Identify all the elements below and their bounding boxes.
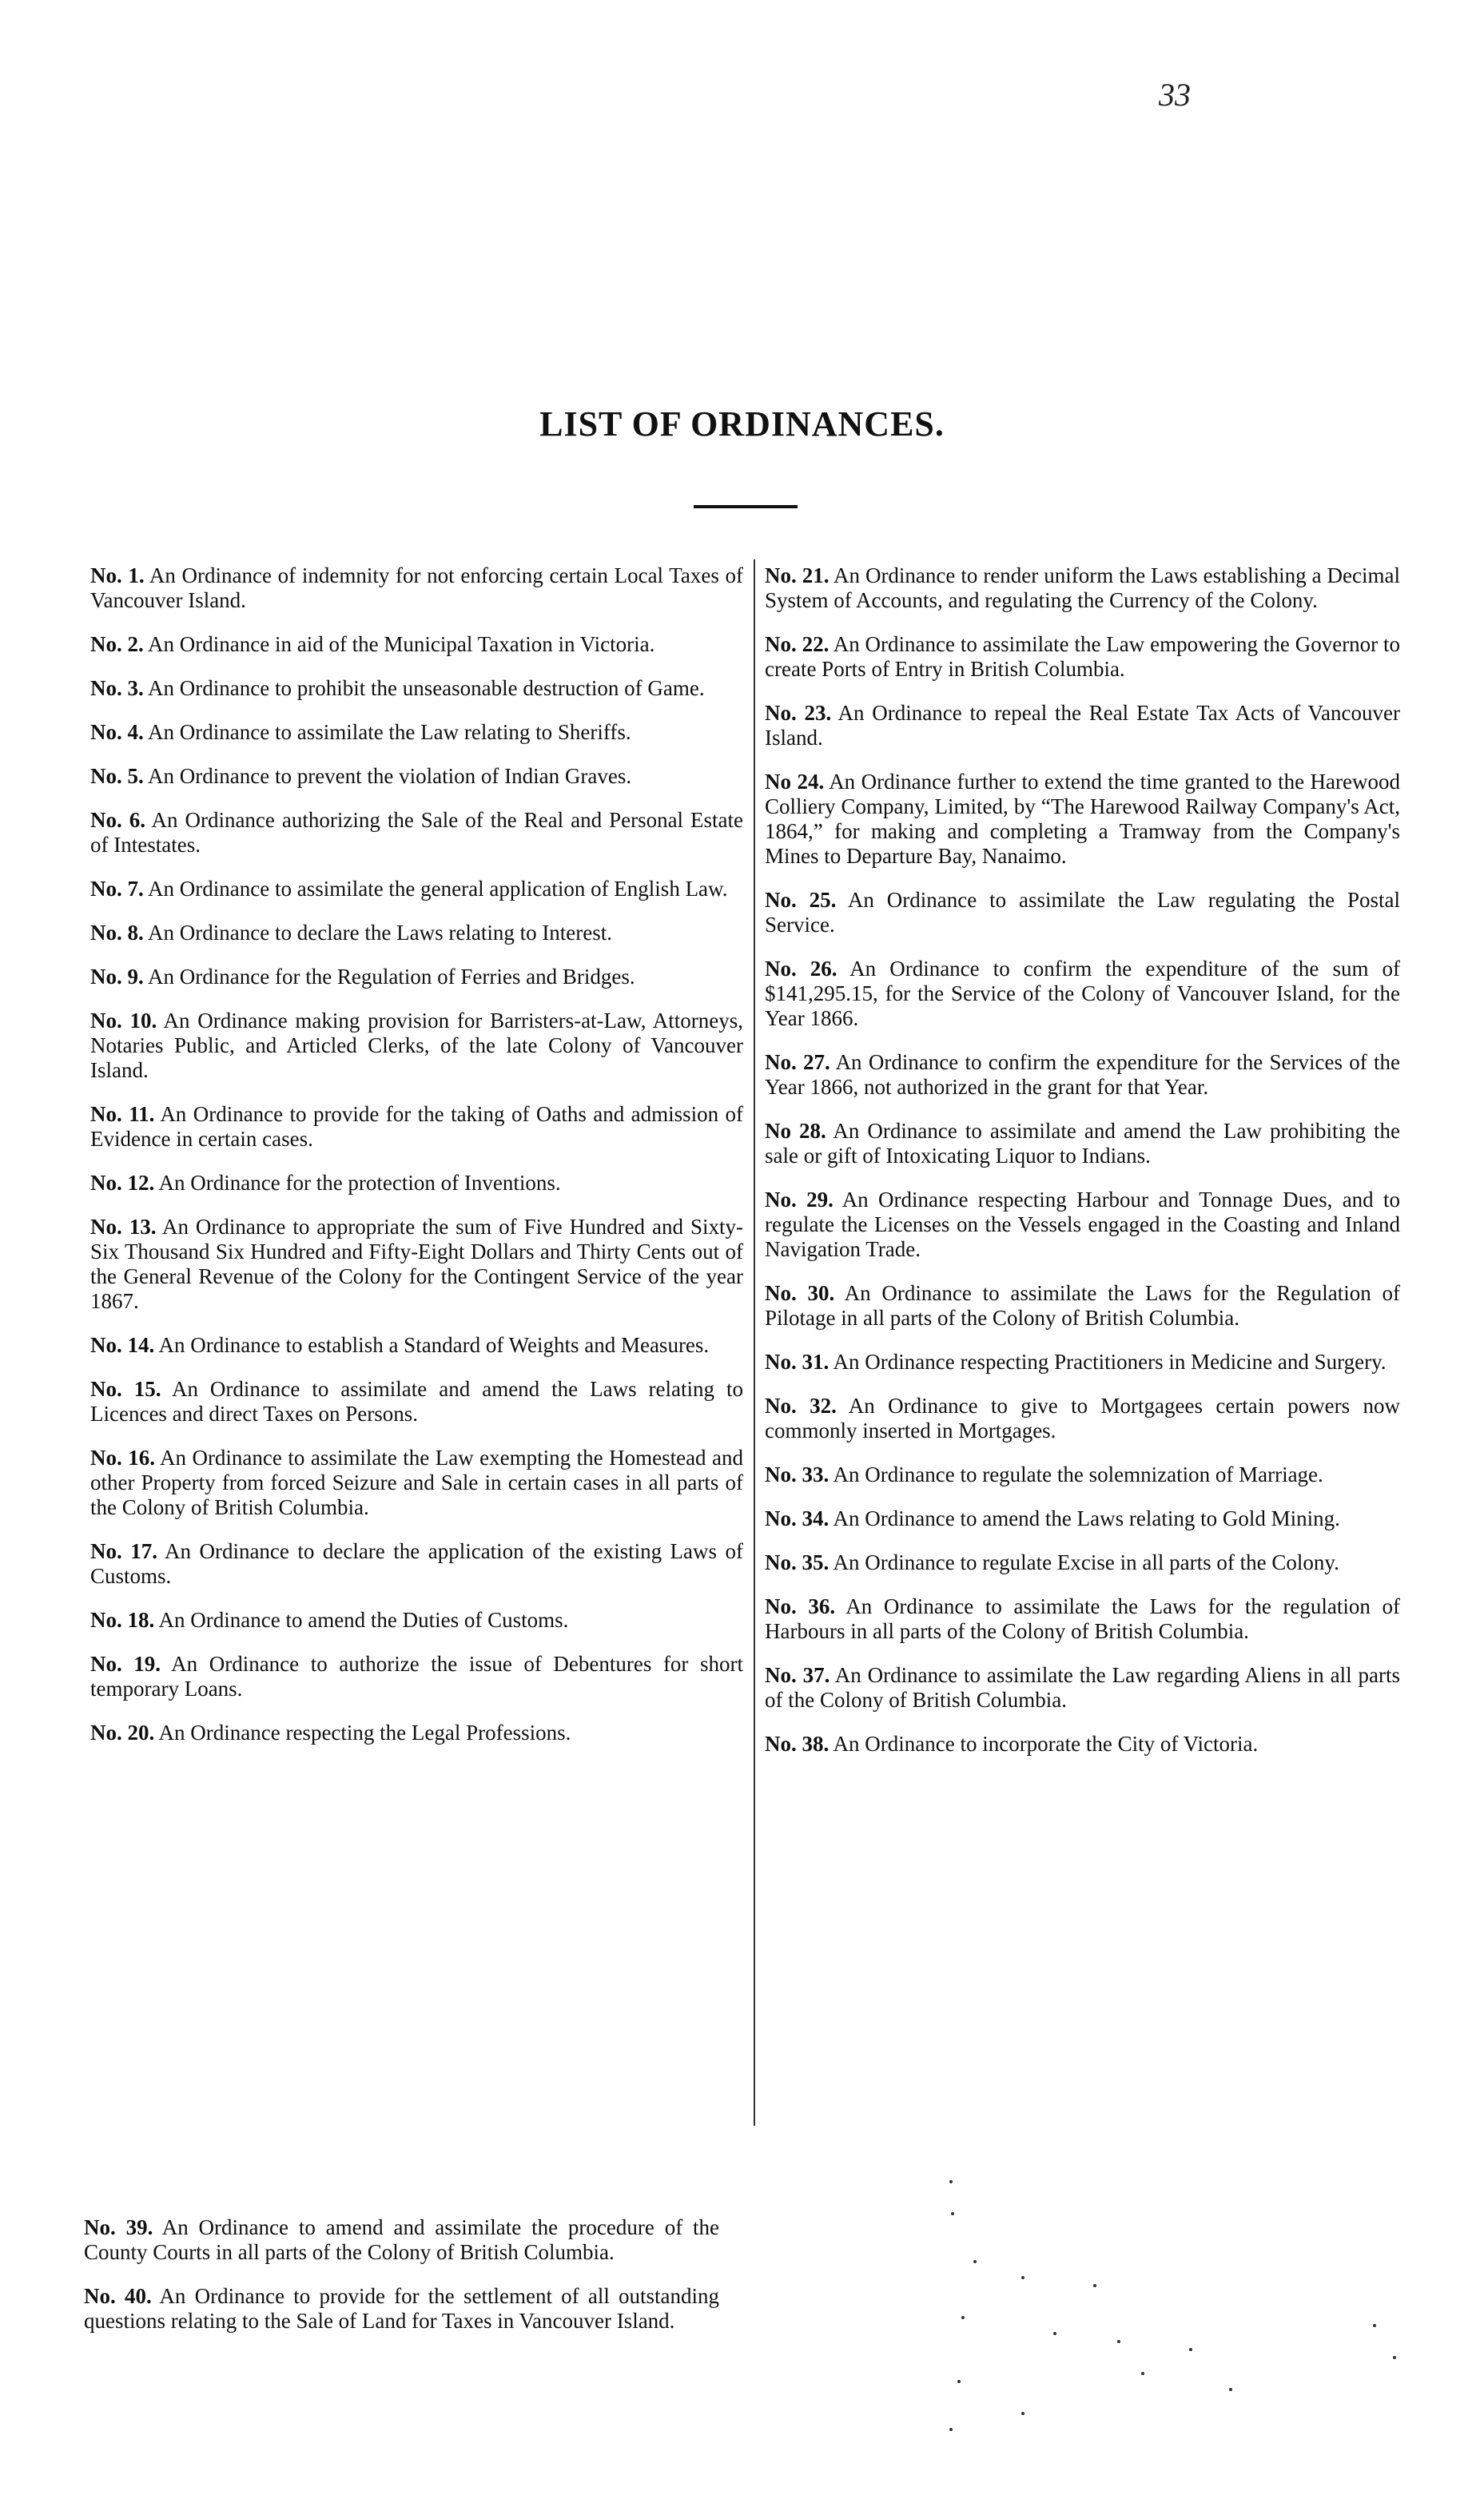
ordinance-text: An Ordinance for the Regulation of Ferries and Bridges. xyxy=(148,965,635,989)
ordinance-entry xyxy=(765,888,1400,937)
ordinance-entry xyxy=(90,1102,743,1152)
ordinance-number: No. 5. xyxy=(90,764,144,788)
ordinance-text: An Ordinance to assimilate the Law regulating the Postal Service. xyxy=(765,888,1401,937)
ordinance-text: An Ordinance to assimilate the Law regarding Aliens in all parts of the Colony of British Columbia. xyxy=(765,1663,1400,1712)
ordinance-entry xyxy=(765,1663,1400,1713)
ordinance-entry xyxy=(90,1446,743,1520)
ordinance-entry xyxy=(90,877,743,901)
ordinance-text: An Ordinance to assimilate the Law empowering the Governor to create Ports of Entry in British Columbia. xyxy=(765,632,1401,681)
ordinance-text: An Ordinance to give to Mortgagees certain powers now commonly inserted in Mortgages. xyxy=(765,1394,1401,1442)
ordinance-number: No. 21. xyxy=(765,563,830,587)
ordinance-number: No. 9. xyxy=(90,965,144,989)
ordinance-entry xyxy=(90,965,743,989)
ordinance-entry xyxy=(90,632,743,657)
ordinance-text: An Ordinance to authorize the issue of Debentures for short temporary Loans. xyxy=(90,1652,743,1701)
ordinance-text: An Ordinance to assimilate the general application of English Law. xyxy=(148,877,728,901)
ordinance-text: An Ordinance to assimilate the Laws for the Regulation of Pilotage in all parts of the Colony of British Columbia. xyxy=(765,1281,1401,1330)
ordinance-text: An Ordinance respecting Practitioners in Medicine and Surgery. xyxy=(833,1350,1387,1374)
ordinance-entry xyxy=(90,720,743,745)
ordinance-number: No. 30. xyxy=(765,1281,835,1305)
ordinance-text: An Ordinance to assimilate the Law relating to Sheriffs. xyxy=(148,720,631,744)
ordinance-text: An Ordinance to regulate the solemnization of Marriage. xyxy=(833,1462,1323,1486)
ordinance-entry xyxy=(765,1394,1400,1443)
ordinance-text: An Ordinance to prevent the violation of Indian Graves. xyxy=(148,764,632,788)
ordinance-entry xyxy=(90,1171,743,1196)
ordinance-entry xyxy=(765,1350,1400,1375)
ordinance-text: An Ordinance to provide for the settlement of all outstanding questions relating to the Sale of Land for Taxes in Vancouver Island. xyxy=(84,2284,720,2333)
ordinance-number: No. 36. xyxy=(765,1594,836,1618)
ordinance-text: An Ordinance to regulate Excise in all parts of the Colony. xyxy=(833,1550,1339,1574)
ordinance-number: No. 13. xyxy=(90,1215,157,1239)
ordinance-entry xyxy=(765,1506,1400,1531)
ordinance-text: An Ordinance for the protection of Inventions. xyxy=(158,1171,561,1195)
ordinance-number: No. 7. xyxy=(90,877,144,901)
ordinance-entry xyxy=(90,1539,743,1589)
ordinance-text: An Ordinance respecting the Legal Professions. xyxy=(158,1721,571,1745)
ordinance-text: An Ordinance to amend the Laws relating to Gold Mining. xyxy=(833,1506,1340,1530)
ordinance-entry xyxy=(765,1462,1400,1487)
ordinance-number: No. 33. xyxy=(765,1462,830,1486)
ordinance-number: No. 17. xyxy=(90,1539,157,1563)
ordinance-entry xyxy=(765,1281,1400,1331)
ordinance-number: No. 12. xyxy=(90,1171,155,1195)
ordinance-number: No. 19. xyxy=(90,1652,161,1676)
ordinance-text: An Ordinance to appropriate the sum of Five Hundred and Sixty-Six Thousand Six Hundred and Fifty-Eight Dollars and Thirty Cents out of the General Revenue of the Colony for the Contingent Service of the year 1867. xyxy=(90,1215,743,1313)
ordinance-text: An Ordinance in aid of the Municipal Taxation in Victoria. xyxy=(148,632,655,656)
ordinance-text: An Ordinance to assimilate and amend the Laws relating to Licences and direct Taxes on Persons. xyxy=(90,1377,743,1426)
ordinance-text: An Ordinance to assimilate and amend the Law prohibiting the sale or gift of Intoxicating Liquor to Indians. xyxy=(765,1119,1401,1168)
ordinance-text: An Ordinance to amend and assimilate the procedure of the County Courts in all parts of the Colony of British Columbia. xyxy=(84,2215,720,2264)
ordinance-entry xyxy=(765,957,1400,1031)
ordinance-text: An Ordinance to amend the Duties of Customs. xyxy=(158,1608,569,1632)
ordinance-list-right xyxy=(765,563,1400,1776)
ordinance-text: An Ordinance making provision for Barristers-at-Law, Attorneys, Notaries Public, and Articled Clerks, of the late Colony of Vancouver Island. xyxy=(90,1009,743,1082)
ordinance-text: An Ordinance to prohibit the unseasonable destruction of Game. xyxy=(148,676,705,700)
ordinance-list-bottom xyxy=(84,2215,719,2353)
ordinance-entry xyxy=(90,808,743,858)
ordinance-text: An Ordinance to declare the Laws relating to Interest. xyxy=(148,921,613,945)
ordinance-text: An Ordinance of indemnity for not enforcing certain Local Taxes of Vancouver Island. xyxy=(90,563,743,612)
ordinance-number: No. 38. xyxy=(765,1732,830,1756)
ordinance-entry xyxy=(90,1009,743,1083)
ordinance-text: An Ordinance to assimilate the Laws for the regulation of Harbours in all parts of the Colony of British Columbia. xyxy=(765,1594,1400,1643)
ordinance-number: No. 34. xyxy=(765,1506,830,1530)
ordinance-entry xyxy=(90,1215,743,1314)
ordinance-list-left xyxy=(90,563,743,1765)
ordinance-entry xyxy=(765,770,1400,869)
page-title: LIST OF ORDINANCES. xyxy=(539,404,945,444)
ordinance-number: No. 27. xyxy=(765,1050,830,1074)
ordinance-number: No. 8. xyxy=(90,921,144,945)
ordinance-number: No. 25. xyxy=(765,888,837,912)
ordinance-entry xyxy=(765,632,1400,682)
ordinance-number: No. 11. xyxy=(90,1102,155,1126)
ordinance-entry xyxy=(765,1550,1400,1575)
ordinance-number: No. 31. xyxy=(765,1350,830,1374)
ordinance-number: No. 37. xyxy=(765,1663,830,1687)
ordinance-number: No. 1. xyxy=(90,563,145,587)
scan-speckles xyxy=(927,2174,1406,2445)
ordinance-entry xyxy=(765,563,1400,613)
ordinance-number: No. 26. xyxy=(765,957,837,981)
ordinance-text: An Ordinance to declare the application of the existing Laws of Customs. xyxy=(90,1539,744,1588)
ordinance-number: No. 39. xyxy=(84,2215,153,2239)
ordinance-text: An Ordinance to provide for the taking of Oaths and admission of Evidence in certain cases. xyxy=(90,1102,743,1151)
ordinance-text: An Ordinance to repeal the Real Estate Tax Acts of Vancouver Island. xyxy=(765,701,1401,750)
ordinance-entry xyxy=(765,1732,1400,1757)
ordinance-number: No. 2. xyxy=(90,632,144,656)
ordinance-number: No. 20. xyxy=(90,1721,155,1745)
ordinance-entry xyxy=(765,1050,1400,1100)
ordinance-entry xyxy=(90,1721,743,1745)
ordinance-number: No. 14. xyxy=(90,1333,155,1357)
ordinance-entry xyxy=(90,1377,743,1427)
ordinance-entry xyxy=(90,764,743,789)
ordinance-number: No. 22. xyxy=(765,632,830,656)
ordinance-text: An Ordinance to incorporate the City of Victoria. xyxy=(833,1732,1259,1756)
ordinance-number: No. 16. xyxy=(90,1446,155,1470)
ordinance-number: No 24. xyxy=(765,770,825,794)
ordinance-entry xyxy=(84,2215,719,2265)
ordinance-number: No. 35. xyxy=(765,1550,830,1574)
ordinance-entry xyxy=(84,2284,719,2334)
page-number: 33 xyxy=(1159,77,1191,113)
ordinance-entry xyxy=(765,1594,1400,1644)
ordinance-text: An Ordinance to confirm the expenditure of the sum of $141,295.15, for the Service of the Colony of Vancouver Island, for the Year 1866. xyxy=(765,957,1400,1030)
ordinance-number: No. 18. xyxy=(90,1608,155,1632)
ordinance-text: An Ordinance authorizing the Sale of the Real and Personal Estate of Intestates. xyxy=(90,808,744,857)
ordinance-text: An Ordinance further to extend the time granted to the Harewood Colliery Company, Limited, by “The Harewood Railway Company's Act, 1864,” for making and completing a Tramway from the Company's Mines to Departure Bay, Nanaimo. xyxy=(765,770,1401,868)
ordinance-entry xyxy=(90,921,743,945)
title-rule xyxy=(694,505,798,508)
ordinance-text: An Ordinance to assimilate the Law exempting the Homestead and other Property from forced Seizure and Sale in certain cases in all parts of the Colony of British Columbia. xyxy=(90,1446,744,1519)
ordinance-entry xyxy=(90,676,743,701)
ordinance-text: An Ordinance to establish a Standard of Weights and Measures. xyxy=(158,1333,710,1357)
column-divider xyxy=(754,559,755,2126)
ordinance-entry xyxy=(90,1608,743,1633)
ordinance-text: An Ordinance to confirm the expenditure for the Services of the Year 1866, not authorized in the grant for that Year. xyxy=(765,1050,1401,1099)
ordinance-entry xyxy=(765,701,1400,750)
ordinance-entry xyxy=(765,1188,1400,1262)
ordinance-number: No. 10. xyxy=(90,1009,157,1033)
ordinance-entry xyxy=(90,1333,743,1358)
ordinance-number: No. 32. xyxy=(765,1394,837,1418)
ordinance-entry xyxy=(765,1119,1400,1168)
ordinance-text: An Ordinance to render uniform the Laws establishing a Decimal System of Accounts, and regulating the Currency of the Colony. xyxy=(765,563,1400,612)
ordinance-number: No. 15. xyxy=(90,1377,161,1401)
ordinance-number: No. 29. xyxy=(765,1188,834,1212)
ordinance-number: No 28. xyxy=(765,1119,826,1143)
ordinance-number: No. 4. xyxy=(90,720,144,744)
ordinance-entry xyxy=(90,1652,743,1701)
ordinance-number: No. 23. xyxy=(765,701,832,725)
ordinance-entry xyxy=(90,563,743,613)
ordinance-number: No. 40. xyxy=(84,2284,152,2308)
ordinance-number: No. 3. xyxy=(90,676,144,700)
ordinance-number: No. 6. xyxy=(90,808,145,832)
ordinance-text: An Ordinance respecting Harbour and Tonnage Dues, and to regulate the Licenses on the Vessels engaged in the Coasting and Inland Navigation Trade. xyxy=(765,1188,1401,1261)
